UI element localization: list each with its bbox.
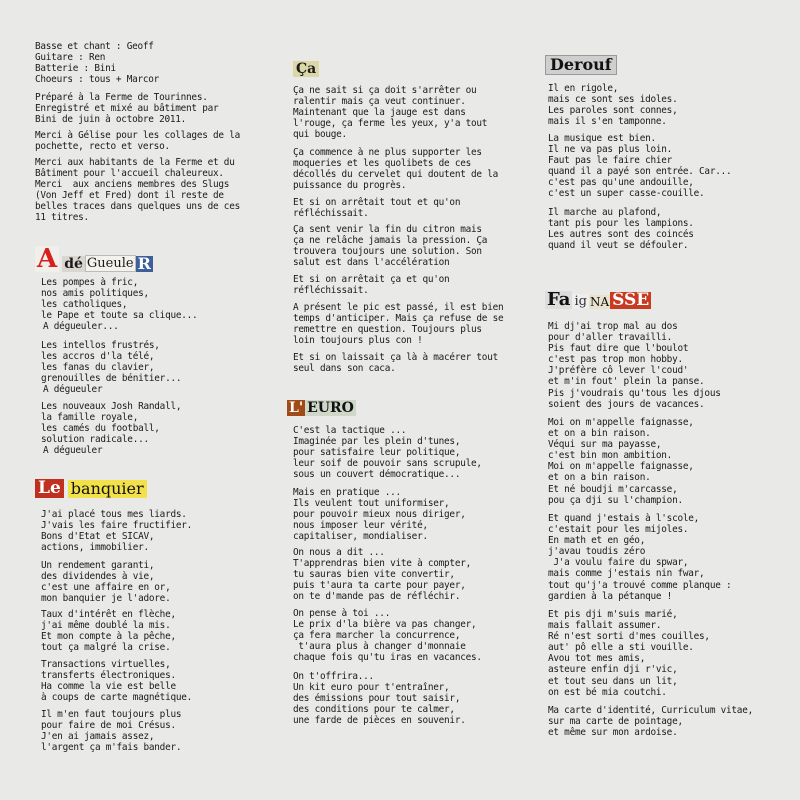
lyric-line: pou ça dji su l'champion. — [548, 494, 683, 506]
lyric-line: J'en ai jamais assez, — [41, 731, 155, 743]
title-fragment: Derouf — [545, 55, 617, 75]
lyric-line: réfléchissait. — [293, 285, 369, 297]
lyric-line: le Pape et toute sa clique... — [41, 310, 198, 322]
song-title-l-euro — [287, 400, 356, 416]
lyric-line: salut est dans l'accélération — [293, 257, 450, 269]
text-line: Préparé à la Ferme de Tourinnes. — [35, 92, 208, 103]
lyric-line: on est bé mia coutchi. — [548, 686, 667, 698]
lyric-line: A dégueuler — [43, 384, 103, 396]
lyric-line: Et mon compte à la pêche, — [41, 631, 176, 643]
lyric-line: c'est bin mon ambition. — [548, 450, 673, 462]
text-line: Choeurs : tous + Marcor — [35, 74, 160, 86]
lyric-line: seul dans son caca. — [293, 363, 396, 375]
lyric-line: chaque fois qu'tu iras en vacances. — [293, 652, 482, 664]
lyric-line: Il en rigole, — [548, 83, 619, 94]
lyric-line: Mais en pratique ... — [293, 487, 401, 498]
lyric-line: tant pis pour les lampions. — [548, 218, 694, 230]
stanza — [293, 487, 466, 542]
lyric-line: c'est pas qu'une andouille, — [548, 177, 694, 189]
lyric-line: Et quand j'estais à l'scole, — [548, 513, 700, 524]
title-fragment: Ça — [293, 61, 319, 77]
lyric-line: Les paroles sont connes, — [548, 105, 678, 117]
lyric-line: à coups de carte magnétique. — [41, 692, 193, 704]
lyric-line: mais il s'en tamponne. — [548, 116, 667, 128]
lyric-line: et on a bin raison. — [548, 472, 651, 484]
title-fragment: A — [37, 244, 58, 274]
lyric-line: Transactions virtuelles, — [41, 659, 171, 670]
lyric-line: et m'in fout' plein la panse. — [548, 376, 705, 388]
stanza — [293, 147, 498, 191]
stanza — [41, 709, 181, 753]
lyric-line: Ma carte d'identité, Curriculum vitae, — [548, 705, 753, 716]
lyric-line: Ça sent venir la fin du citron mais — [293, 224, 482, 235]
credits-recording — [35, 92, 218, 125]
stanza — [41, 509, 192, 553]
song-title-faignasse — [545, 291, 651, 309]
lyric-line: Ha comme la vie est belle — [41, 681, 176, 693]
lyric-line: J'vais les faire fructifier. — [41, 520, 193, 532]
lyric-line: mon banquier je l'adore. — [41, 593, 171, 605]
lyric-line: décollés du cervelet qui doutent de la — [293, 169, 498, 181]
lyric-line: nous imposer leur vérité, — [293, 520, 428, 532]
lyric-line: Un rendement garanti, — [41, 560, 155, 571]
lyric-line: et même sur mon ardoise. — [548, 727, 678, 739]
lyric-line: quand il veut se défouler. — [548, 240, 689, 252]
lyric-line: On pense à toi ... — [293, 608, 391, 619]
title-fragment: dé — [64, 256, 83, 272]
text-line: Batterie : Bini — [35, 63, 116, 75]
stanza — [293, 197, 460, 219]
text-line: Bini de juin à octobre 2011. — [35, 114, 187, 126]
text-line: Merci aux habitants de la Ferme et du — [35, 157, 235, 168]
lyric-line: Moi on m'appelle faignasse, — [548, 417, 694, 428]
lyric-line: pour faire de moi Crésus. — [41, 720, 176, 732]
lyric-line: capitaliser, mondialiser. — [293, 531, 428, 543]
lyric-line: temps d'anticiper. Mais ça refuse de se — [293, 313, 504, 325]
song-title-ca — [293, 61, 319, 77]
stanza — [293, 352, 498, 374]
lyric-line: les catholiques, — [41, 299, 128, 311]
stanza — [41, 340, 181, 395]
stanza — [293, 547, 471, 602]
title-fragment: Gueule — [86, 256, 134, 271]
lyric-line: Ré n'est sorti d'mes couilles, — [548, 631, 710, 643]
lyric-line: On t'offrira... — [293, 671, 374, 682]
lyric-line: quand il a payé son entrée. Car... — [548, 166, 732, 178]
lyric-line: leur soif de pouvoir sans scrupule, — [293, 458, 482, 470]
stanza — [293, 608, 482, 663]
title-fragment: EURO — [307, 400, 354, 416]
lyric-line: Mi dj'ai trop mal au dos — [548, 321, 678, 332]
title-fragment: NA — [589, 295, 610, 309]
lyric-line: J'préfère cô lever l'coud' — [548, 365, 689, 377]
lyric-line: Il m'en faut toujours plus — [41, 709, 182, 720]
lyric-line: Pis faut dire que l'boulot — [548, 343, 689, 355]
lyric-line: actions, immobilier. — [41, 542, 149, 554]
stanza — [293, 85, 487, 140]
lyric-line: mais comme j'estais nin fwar, — [548, 568, 705, 580]
lyric-line: ralentir mais ça veut continuer. — [293, 96, 466, 108]
lyric-line: Et pis dji m'suis marié, — [548, 609, 678, 620]
lyric-line: Ça commence à ne plus supporter les — [293, 147, 482, 158]
lyric-line: On nous a dit ... — [293, 547, 385, 558]
lyric-line: Ils veulent tout uniformiser, — [293, 498, 450, 510]
lyric-line: et tout seu dans un lit, — [548, 675, 678, 687]
stanza — [548, 207, 694, 251]
lyric-line: A présent le pic est passé, il est bien — [293, 302, 504, 313]
lyric-line: Et né boudji m'carcasse, — [548, 483, 678, 495]
lyric-line: nos amis politiques, — [41, 288, 149, 300]
title-fragment: R — [137, 254, 151, 273]
text-line: Guitare : Ren — [35, 52, 106, 64]
stanza — [41, 609, 176, 653]
lyric-line: ça fera marcher la concurrence, — [293, 630, 461, 642]
lyric-line: Le prix d'la bière va pas changer, — [293, 619, 477, 631]
lyric-line: c'est une affaire en or, — [41, 582, 171, 594]
lyric-line: Avou tot mes amis, — [548, 653, 646, 665]
lyric-line: la famille royale, — [41, 412, 139, 424]
lyric-line: remettre en question. Toujours plus — [293, 324, 482, 336]
lyric-line: c'est un super casse-couille. — [548, 188, 705, 200]
lyric-line: pour d'aller travailli. — [548, 332, 673, 344]
song-title-le-banquier — [35, 479, 147, 498]
stanza — [548, 321, 721, 410]
lyric-line: moqueries et les quolibets de ces — [293, 158, 472, 170]
lyric-line: tout ça malgré la crise. — [41, 642, 171, 654]
lyric-line: les accros d'la télé, — [41, 351, 155, 363]
lyric-line: réfléchissait. — [293, 208, 369, 220]
lyric-line: aut' pô elle a sti vouille. — [548, 642, 694, 654]
lyric-line: des conditions pour te calmer, — [293, 704, 455, 716]
text-line: Basse et chant : Geoff — [35, 41, 154, 52]
song-title-a-degueuler — [35, 246, 153, 272]
title-fragment: SSE — [612, 290, 650, 310]
credits-thanks-artwork — [35, 130, 240, 152]
lyric-line: et on a bin raison. — [548, 428, 651, 440]
lyric-line: puissance du progrès. — [293, 180, 407, 192]
lyric-line: En math et en géo, — [548, 535, 646, 547]
lyric-line: asteure enfin dji r'vic, — [548, 664, 678, 676]
lyric-line: qui bouge. — [293, 129, 347, 141]
lyric-line: sur ma carte de pointage, — [548, 716, 683, 728]
stanza — [41, 277, 197, 332]
lyric-line: A dégueuler — [43, 445, 103, 457]
lyric-line: Véqui sur ma payasse, — [548, 439, 662, 451]
text-line: Merci à Gélise pour les collages de la — [35, 130, 240, 141]
stanza — [548, 609, 710, 698]
lyric-line: l'rouge, ça ferme les yeux, y'a tout — [293, 118, 488, 130]
stanza — [293, 671, 466, 726]
lyric-line: gardien à la pétanque ! — [548, 590, 673, 602]
title-fragment: Le — [35, 479, 64, 498]
title-fragment: ig — [574, 294, 587, 309]
lyric-line: Les pompes à fric, — [41, 277, 139, 288]
lyric-line: Il marche au plafond, — [548, 207, 662, 218]
lyric-line: l'argent ça m'fais bander. — [41, 742, 182, 754]
song-title-derouf — [545, 55, 617, 75]
lyric-line: ça ne relâche jamais la pression. Ça — [293, 235, 488, 247]
lyric-line: trouvera toujours une solution. Son — [293, 246, 482, 258]
stanza — [548, 133, 731, 200]
stanza — [293, 425, 482, 480]
lyric-line: une farde de pièces en souvenir. — [293, 715, 466, 727]
stanza — [41, 401, 181, 456]
text-line: Enregistré et mixé au bâtiment par — [35, 103, 219, 115]
text-line: Merci aux anciens membres des Slugs — [35, 179, 230, 191]
lyric-line: transferts électroniques. — [41, 670, 176, 682]
stanza — [293, 274, 449, 296]
credits-musicians — [35, 41, 159, 85]
lyric-line: Faut pas le faire chier — [548, 155, 673, 167]
lyric-line: C'est la tactique ... — [293, 425, 407, 436]
lyric-line: Et si on arrêtait tout et qu'on — [293, 197, 461, 208]
text-line: pochette, recto et verso. — [35, 141, 170, 153]
lyric-line: La musique est bien. — [548, 133, 656, 144]
lyric-line: des dividendes à vie, — [41, 571, 155, 583]
lyric-line: les fanas du clavier, — [41, 362, 155, 374]
lyric-line: solution radicale... — [41, 434, 149, 446]
title-fragment: L' — [289, 400, 304, 416]
lyric-line: Et si on arrêtait ça et qu'on — [293, 274, 450, 285]
lyric-line: Les intellos frustrés, — [41, 340, 160, 351]
lyric-line: tout qu'j'a trouvé comme planque : — [548, 579, 732, 591]
lyric-line: Maintenant que la jauge est dans — [293, 107, 466, 119]
lyric-line: tu sauras bien vite convertir, — [293, 569, 455, 581]
lyric-line: des émissions pour tout saisir, — [293, 693, 461, 705]
lyric-line: loin toujours plus con ! — [293, 335, 423, 347]
lyric-line: t'aura plus à changer d'monnaie — [293, 641, 466, 653]
text-line: (Von Jeff et Fred) dont il reste de — [35, 190, 224, 202]
lyric-line: j'ai même doublé la mis. — [41, 620, 171, 632]
lyric-line: T'apprendras bien vite à compter, — [293, 558, 472, 570]
stanza — [548, 83, 677, 127]
stanza — [548, 513, 731, 602]
lyric-line: les camés du football, — [41, 423, 160, 435]
lyric-line: puis t'aura ta carte pour payer, — [293, 580, 466, 592]
lyric-line: pour pouvoir mieux nous diriger, — [293, 509, 466, 521]
lyric-line: Ça ne sait si ça doit s'arrêter ou — [293, 85, 477, 96]
lyric-line: j'avau toudis zéro — [548, 546, 646, 558]
lyric-line: Un kit euro pour t'entraîner, — [293, 682, 450, 694]
lyric-line: mais fallait assumer. — [548, 620, 662, 632]
lyric-line: mais ce sont ses idoles. — [548, 94, 678, 106]
lyric-line: Et si on laissait ça là à macérer tout — [293, 352, 498, 363]
lyric-line: J'a voulu faire du spwar, — [548, 557, 689, 569]
lyric-line: c'estait pour les mijoles. — [548, 524, 689, 536]
lyric-line: pour satisfaire leur politique, — [293, 447, 461, 459]
lyric-line: grenouilles de bénitier... — [41, 373, 182, 385]
text-line: Bâtiment pour l'accueil chaleureux. — [35, 168, 224, 180]
lyric-line: soient des jours de vacances. — [548, 398, 705, 410]
lyric-line: Il ne va pas plus loin. — [548, 144, 673, 156]
stanza — [293, 224, 487, 268]
text-line: 11 titres. — [35, 212, 89, 224]
credits-thanks-people — [35, 157, 240, 224]
lyric-line: Les autres sont des coincés — [548, 229, 694, 241]
stanza — [41, 560, 170, 604]
lyric-line: sous un couvert démocratique... — [293, 469, 461, 481]
lyric-line: Bons d'Etat et SICAV, — [41, 531, 155, 543]
lyric-line: Moi on m'appelle faignasse, — [548, 461, 694, 473]
stanza — [41, 659, 192, 703]
stanza — [548, 417, 694, 506]
lyric-line: Les nouveaux Josh Randall, — [41, 401, 182, 412]
title-fragment: banquier — [68, 480, 147, 498]
lyric-line: Imaginée par les plein d'tunes, — [293, 436, 461, 448]
lyric-line: J'ai placé tous mes liards. — [41, 509, 187, 520]
text-line: belles traces dans quelques uns de ces — [35, 201, 240, 213]
stanza — [548, 705, 753, 738]
lyric-line: Pis j'voudrais qu'tous les djous — [548, 387, 721, 399]
lyric-line: on te d'mande pas de réfléchir. — [293, 591, 461, 603]
lyric-line: c'est pas trop mon hobby. — [548, 354, 683, 366]
stanza — [293, 302, 503, 346]
lyric-line: Taux d'intérêt en flèche, — [41, 609, 176, 620]
lyric-line: A dégueuler... — [43, 321, 119, 333]
title-fragment: Fa — [547, 289, 571, 310]
